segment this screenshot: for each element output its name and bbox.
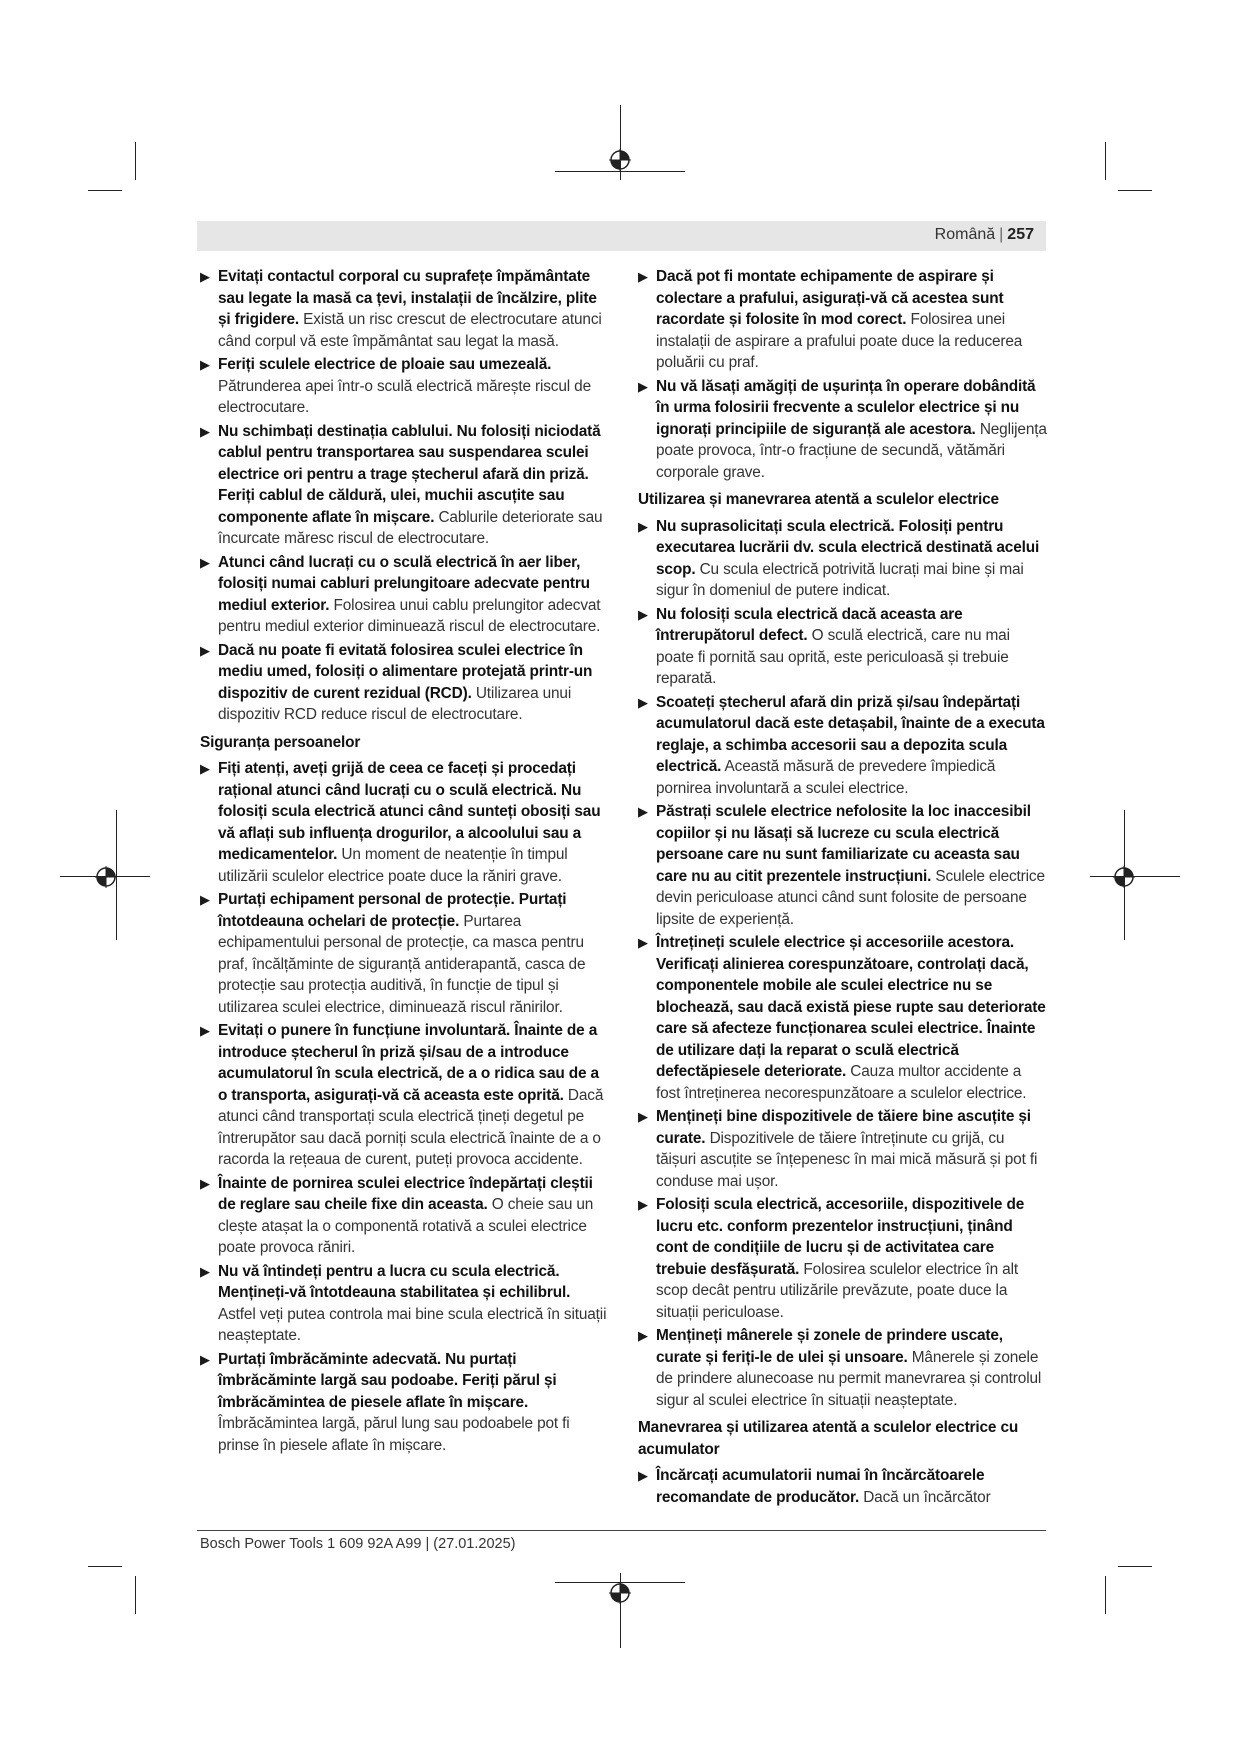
crop-mark: [88, 1566, 122, 1567]
instruction-explanation: Purtarea echipamentului personal de protecție, ca masca pentru praf, încălțăminte de siguranță antiderapantă, casca de protecție sau protecția auditivă, în funcție de tipul și utilizarea sculei electrice, diminuează riscul rănirilor.: [218, 912, 586, 1016]
bullet-arrow-icon: ▶: [200, 554, 210, 570]
list-item: [638, 932, 1048, 1104]
section-heading: Utilizarea și manevrarea atentă a sculelor electrice: [638, 491, 999, 508]
left-column: [200, 266, 610, 1458]
instruction-bold: Folosiți scula electrică, accesoriile, dispozitivele de lucru etc. conform prezentelor instrucțiuni, ținând cont de condițiile de lucru și de activitatea care trebuie desfășurată.: [656, 1196, 1025, 1278]
list-item: [638, 376, 1048, 484]
instruction-explanation: Îmbrăcămintea largă, părul lung sau podoabele pot fi prinse în piesele aflate în mișcare.: [218, 1415, 570, 1454]
bullet-arrow-icon: ▶: [200, 1023, 210, 1038]
bullet-arrow-icon: ▶: [200, 761, 210, 776]
instruction-bold: Evitați o punere în funcțiune involuntară. Înainte de a introduce ștecherul în priză și/sau de a introduce acumulatorul în scula electrică, de a o ridica sau de a o transporta, asigurați-vă că aceasta este oprită.: [218, 1022, 599, 1104]
instruction-bold: Evitați contactul corporal cu suprafețe împământate sau legate la masă ca țevi, instalații de încălzire, plite și frigidere.: [218, 268, 597, 328]
instruction-explanation: Folosirea unui cablu prelungitor adecvat pentru mediul exterior diminuează riscul de electrocutare.: [218, 596, 601, 635]
bullet-arrow-icon: ▶: [638, 606, 648, 622]
bullet-arrow-icon: ▶: [200, 1351, 210, 1367]
bullet-arrow-icon: ▶: [200, 642, 210, 658]
instruction-explanation: Sculele electrice devin periculoase atunci când sunt folosite de persoane lipsite de experiență.: [656, 867, 1045, 928]
bullet-arrow-icon: ▶: [200, 357, 210, 372]
list-item: [200, 758, 610, 887]
instruction-explanation: Există un risc crescut de electrocutare atunci când corpul vă este împământat sau legat la masă.: [218, 311, 602, 350]
section-heading: Manevrarea și utilizarea atentă a sculelor electrice cu acumulator: [638, 1419, 1019, 1458]
instruction-explanation: O sculă electrică, care nu mai poate fi pornită sau oprită, este periculoasă și trebuie reparată.: [656, 627, 1010, 687]
list-item: [638, 801, 1048, 930]
bullet-arrow-icon: ▶: [638, 518, 648, 534]
crop-mark: [88, 190, 122, 191]
right-column: [638, 266, 1048, 1510]
list-item: [638, 1325, 1048, 1411]
instruction-bold: Înainte de pornirea sculei electrice îndepărtați cleștii de reglare sau cheile fixe din aceasta.: [218, 1174, 593, 1213]
header-separator: |: [999, 226, 1004, 243]
crop-mark: [555, 171, 685, 172]
footer-rule: [197, 1530, 1046, 1531]
instruction-bold: Dacă pot fi montate echipamente de aspirare și colectare a prafului, asigurați-vă că acestea sunt racordate și folosite în mod corect.: [656, 268, 1004, 328]
list-item: [200, 266, 610, 352]
list-item: [200, 552, 610, 638]
page-number: 257: [1007, 226, 1034, 243]
bullet-arrow-icon: ▶: [638, 694, 648, 710]
instruction-bold: Nu suprasolicitați scula electrică. Folosiți pentru executarea lucrării dv. scula electrică destinată acelui scop.: [656, 517, 1040, 578]
bullet-arrow-icon: ▶: [200, 269, 210, 284]
footer-text: Bosch Power Tools 1 609 92A A99 | (27.01.2025): [200, 1536, 516, 1552]
list-item: [200, 1020, 610, 1171]
list-item: [200, 640, 610, 726]
bullet-arrow-icon: ▶: [638, 1109, 648, 1124]
registration-mark-icon: [609, 149, 631, 171]
instruction-explanation: Pătrunderea apei într-o sculă electrică mărește riscul de electrocutare.: [218, 377, 591, 416]
section-heading: Siguranța persoanelor: [200, 733, 361, 751]
page-header: [197, 221, 1046, 251]
bullet-arrow-icon: ▶: [200, 423, 210, 439]
instruction-bold: Nu vă lăsați amăgiți de ușurința în operare dobândită în urma folosirii frecvente a sculelor electrice și nu ignorați principiile de siguranță ale acestora.: [656, 377, 1036, 438]
instruction-explanation: Cauza multor accidente a fost întreținerea necorespunzătoare a sculelor electrice.: [656, 1063, 1027, 1102]
instruction-explanation: Folosirea unei instalații de aspirare a prafului poate duce la reducerea poluării cu praf.: [656, 311, 1023, 371]
instruction-explanation: Dacă atunci când transportați scula electrică țineți degetul pe întrerupător sau dacă porniți scula electrică înainte de a o racorda la rețeaua de curent, puteți provoca accidente.: [218, 1086, 604, 1168]
crop-mark: [1090, 876, 1180, 877]
bullet-arrow-icon: ▶: [638, 1197, 648, 1212]
instruction-bold: Scoateți ștecherul afară din priză și/sau îndepărtați acumulatorul dacă este detașabil, înainte de a executa reglaje, a schimba accesorii sau a depozita scula electrică.: [656, 693, 1045, 775]
instruction-explanation: Folosirea sculelor electrice în alt scop decât pentru utilizările prevăzute, poate duce la situații periculoase.: [656, 1260, 1018, 1321]
header-text: [935, 226, 1034, 244]
crop-mark: [1105, 1576, 1106, 1614]
list-item: [200, 354, 610, 419]
list-item: [638, 516, 1048, 602]
instruction-bold: Mențineți mânerele și zonele de prindere uscate, curate și feriți-le de ulei și unsoare.: [656, 1327, 1003, 1366]
instruction-explanation: Utilizarea unui dispozitiv RCD reduce riscul de electrocutare.: [218, 684, 572, 723]
instruction-explanation: O cheie sau un clește atașat la o componentă rotativă a sculei electrice poate provoca răniri.: [218, 1196, 594, 1256]
bullet-arrow-icon: ▶: [638, 804, 648, 819]
instruction-explanation: Neglijența poate provoca, într-o fracțiune de secundă, vătămări corporale grave.: [656, 420, 1047, 481]
instruction-explanation: Dacă un încărcător: [863, 1488, 991, 1506]
list-item: [200, 889, 610, 1018]
registration-mark-icon: [609, 1582, 631, 1604]
bullet-arrow-icon: ▶: [638, 378, 648, 394]
registration-mark-icon: [1113, 866, 1135, 888]
instruction-bold: Feriți sculele electrice de ploaie sau umezeală.: [218, 356, 552, 373]
bullet-arrow-icon: ▶: [638, 935, 648, 950]
instruction-bold: Mențineți bine dispozitivele de tăiere bine ascuțite și curate.: [656, 1108, 1031, 1147]
bullet-arrow-icon: ▶: [200, 1175, 210, 1191]
list-item: [638, 692, 1048, 800]
crop-mark: [1118, 190, 1152, 191]
instruction-explanation: Astfel veți putea controla mai bine scula electrică în situații neașteptate.: [218, 1305, 607, 1344]
instruction-bold: Întrețineți sculele electrice și accesoriile acestora. Verificați alinierea corespunzătoare, controlați dacă, componentele mobile ale sculei electrice nu se blochează, sau dacă există piese rupte sau deteriorate care să afecteze funcționarea sculei electrice. Înainte de utilizare dați la reparat o sculă electrică defectăpiesele deteriorate.: [656, 934, 1046, 1080]
list-item: [200, 1261, 610, 1347]
instruction-bold: Încărcați acumulatorii numai în încărcătoarele recomandate de producător.: [656, 1467, 985, 1506]
instruction-explanation: Dispozitivele de tăiere întreținute cu grijă, cu tăișuri ascuțite se înțepenesc în mai mică măsură și pot fi conduse mai ușor.: [656, 1129, 1038, 1190]
list-item: [200, 1173, 610, 1259]
header-language: Română: [934, 226, 996, 243]
bullet-arrow-icon: ▶: [638, 1328, 648, 1343]
list-item: [200, 421, 610, 550]
instruction-bold: Atunci când lucrați cu o sculă electrică în aer liber, folosiți numai cabluri prelungitoare adecvate pentru mediul exterior.: [218, 553, 590, 614]
crop-mark: [135, 142, 136, 180]
list-item: [638, 266, 1048, 374]
crop-mark: [1118, 1566, 1152, 1567]
instruction-explanation: Această măsură de prevedere împiedică pornirea involuntară a sculei electrice.: [656, 758, 996, 797]
instruction-bold: Dacă nu poate fi evitată folosirea sculei electrice în mediu umed, folosiți o alimentare protejată printr-un dispozitiv de curent rezidual (RCD).: [218, 641, 593, 702]
instruction-bold: Nu folosiți scula electrică dacă aceasta are întrerupătorul defect.: [656, 605, 963, 644]
instruction-bold: Păstrați sculele electrice nefolosite la loc inaccesibil copiilor și nu lăsați să lucreze cu scula electrică persoane care nu sunt familiarizate cu aceasta sau care nu au citit prezentele instrucțiuni.: [656, 803, 1031, 885]
instruction-bold: Purtați îmbrăcăminte adecvată. Nu purtați îmbrăcăminte largă sau podoabe. Feriți părul și îmbrăcămintea de piesele aflate în mișcare.: [218, 1350, 557, 1411]
instruction-explanation: Cablurile deteriorate sau încurcate măresc riscul de electrocutare.: [218, 508, 603, 547]
crop-mark: [135, 1576, 136, 1614]
instruction-bold: Nu vă întindeți pentru a lucra cu scula electrică. Mențineți-vă întotdeauna stabilitatea și echilibrul.: [218, 1262, 571, 1301]
instruction-explanation: Cu scula electrică potrivită lucrați mai bine și mai sigur în domeniul de putere indicat.: [656, 560, 1024, 599]
bullet-arrow-icon: ▶: [638, 269, 648, 284]
list-item: [638, 1194, 1048, 1323]
instruction-bold: Fiți atenți, aveți grijă de ceea ce faceți și procedați rațional atunci când lucrați cu o sculă electrică. Nu folosiți scula electrică atunci când sunteți obosiți sau vă aflați sub influența drogurilor, a alcoolului sau a medicamentelor.: [218, 760, 601, 863]
list-item: [638, 1106, 1048, 1192]
bullet-arrow-icon: ▶: [638, 1468, 648, 1483]
instruction-bold: Purtați echipament personal de protecție. Purtați întotdeauna ochelari de protecție.: [218, 891, 567, 930]
instruction-explanation: Un moment de neatenție în timpul utilizării sculelor electrice poate duce la răniri grave.: [218, 846, 568, 885]
bullet-arrow-icon: ▶: [200, 1263, 210, 1279]
registration-mark-icon: [95, 866, 117, 888]
crop-mark: [1105, 142, 1106, 180]
instruction-bold: Nu schimbați destinația cablului. Nu folosiți niciodată cablul pentru transportarea sau suspendarea sculei electrice ori pentru a trage ștecherul afară din priză. Feriți cablul de căldură, ulei, muchii ascuțite sau componente aflate în mișcare.: [218, 422, 601, 526]
list-item: [638, 604, 1048, 690]
list-item: [200, 1349, 610, 1457]
list-item: [638, 1465, 1048, 1508]
bullet-arrow-icon: ▶: [200, 892, 210, 907]
instruction-explanation: Mânerele și zonele de prindere alunecoase nu permit manevrarea și controlul sigur al sculei electrice în situații neașteptate.: [656, 1348, 1042, 1409]
